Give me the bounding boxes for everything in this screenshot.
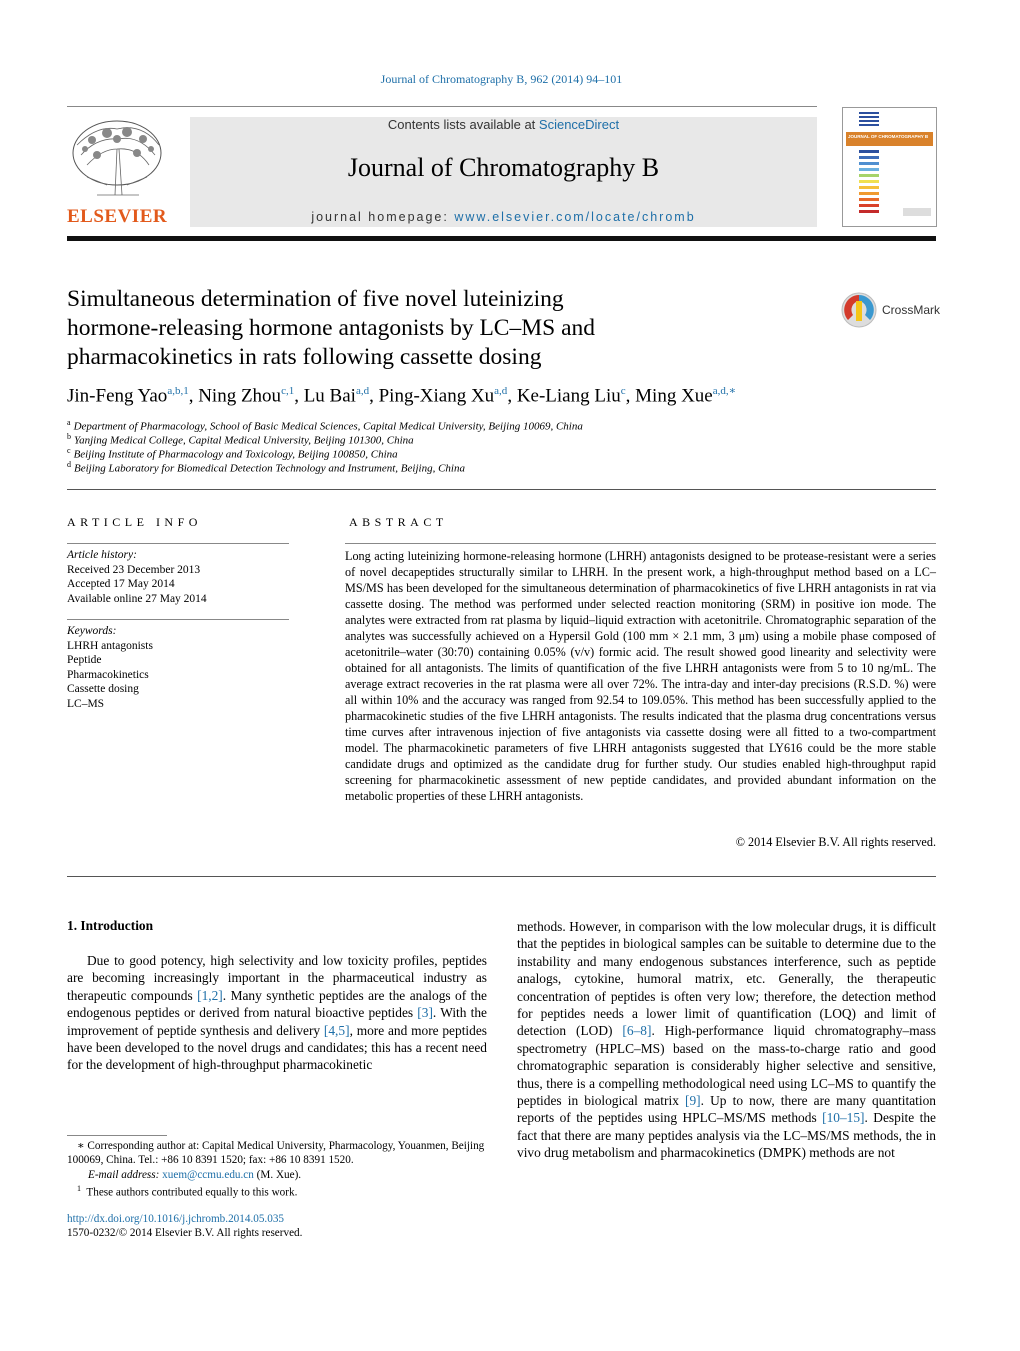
- citation-link[interactable]: [9]: [685, 1093, 701, 1109]
- journal-homepage: journal homepage: www.elsevier.com/locate/chromb: [311, 210, 696, 224]
- author-name: Ning Zhou: [198, 385, 282, 407]
- homepage-link[interactable]: www.elsevier.com/locate/chromb: [454, 210, 696, 224]
- affiliation: $^b$ Yanjing Medical College, Capital Medical University, Beijing 101300, China: [67, 432, 414, 447]
- body-left-column: [67, 952, 487, 1074]
- citation-link[interactable]: [4,5]: [323, 1022, 350, 1038]
- keywords: [67, 624, 289, 711]
- footnote-rule: [67, 1135, 167, 1136]
- paragraph: [517, 918, 936, 1162]
- journal-title: Journal of Chromatography B: [347, 153, 660, 182]
- author-name: Ming Xue: [635, 385, 713, 407]
- abstract-heading: ABSTRACT: [349, 515, 448, 529]
- divider: [67, 619, 289, 620]
- keyword: Peptide: [67, 654, 102, 666]
- body-text: . Up to now, there are many quantitation reports of the peptides using HPLC–MS/MS methods: [517, 1093, 936, 1126]
- doi-link[interactable]: http://dx.doi.org/10.1016/j.jchromb.2014.05.035: [67, 1213, 285, 1225]
- sciencedirect-link[interactable]: ScienceDirect: [538, 117, 620, 132]
- body-text: . High-performance liquid chromatography–mass spectrometry (HPLC–MS) based on the mass-to-charge ratio and good chromatographic separation is considerably higher selective and sensitive, thus, there is a compelling methodological need using LC–MS to quantify the peptides in biological matrix: [517, 1023, 936, 1109]
- email-link[interactable]: xuem@ccmu.edu.cn: [162, 1169, 254, 1181]
- journal-cover-thumbnail[interactable]: [842, 107, 937, 227]
- body-text: . Despite the fact that there are many peptides analysis via the LC–MS/MS methods, the in vivo drug metabolism and pharmacokinetics (DMPK) methods are not: [517, 1110, 936, 1161]
- history-received: Received 23 December 2013: [67, 563, 201, 576]
- journal-citation[interactable]: Journal of Chromatography B, 962 (2014) 94–101: [380, 72, 623, 86]
- body-text: . With the improvement of peptide synthesis and delivery: [67, 1005, 487, 1038]
- author-affiliation-mark[interactable]: c: [620, 385, 626, 397]
- cover-title: JOURNAL OF CHROMATOGRAPHY B: [848, 134, 929, 139]
- body-text: , more and more peptides have been developed to the novel drugs and candidates; this has a recent need for the development of high-throughput pharmacokinetic: [67, 1022, 487, 1073]
- abstract-copyright: © 2014 Elsevier B.V. All rights reserved.: [735, 835, 936, 849]
- keywords-label: Keywords:: [67, 625, 117, 637]
- crossmark-icon: [840, 291, 878, 329]
- article-title: [67, 285, 767, 372]
- keyword: LHRH antagonists: [67, 639, 153, 652]
- divider: [67, 876, 936, 877]
- divider: [67, 489, 936, 490]
- citation-link[interactable]: [1,2]: [197, 987, 223, 1003]
- keyword: LC–MS: [67, 697, 105, 710]
- body-right-column: [517, 918, 936, 1162]
- author-name: Jin-Feng Yao: [67, 385, 168, 407]
- author-affiliation-mark[interactable]: a,b,1: [167, 385, 189, 397]
- history-accepted: Accepted 17 May 2014: [67, 578, 175, 590]
- title-line: Simultaneous determination of five novel luteinizing: [67, 286, 564, 312]
- author-name: Ke-Liang Liu: [516, 385, 621, 407]
- abstract-text: Long acting luteinizing hormone-releasing hormone (LHRH) antagonists designed to be protease-resistant were a series of novel decapeptides structurally similar to LHRH. In the present work, a high-throughput method based on a LC–MS/MS has been developed for the simultaneous determination of pharmacokinetics of five LHRH antagonists in rat via cassette dosing. The method was performed under selected reaction monitoring (SRM) in positive ion mode. The analytes were extracted from rat plasma by liquid–liquid extraction with acetonitrile. Chromatographic separation of the analytes was successfully achieved on a Hypersil Gold (100 mm × 2.1 mm, 3 μm) using a mobile phase composed of acetonitrile–water (30:70) containing 0.05% (v/v) formic acid. The result showed good linearity and selectivity were obtained for all antagonists. The limits of quantification of the five LHRH antagonists were from 5 to 10 ng/mL. The average extract recoveries in the rat plasma were all over 72%. The intra-day and inter-day precisions (R.S.D. %) were all within 10% and the accuracy was ranged from 92.54 to 109.05%. This method has been successfully applied to the pharmacokinetic studies of the five LHRH antagonists. The results indicated that the plasma drug concentrations versus time curves after intravenous injection of five antagonists via cassette dosing were all fitted to a two-compartment model. The pharmacokinetic parameters of five LHRH antagonists suggested that LY616 could be the more stable candidate drugs and optimized as the candidate drug for further study. Our studies enabled high-throughput rapid screening for pharmacokinetic assessment of new peptide candidates, and provided abundant information on the metabolic properties of these LHRH antagonists.: [345, 549, 936, 803]
- header-rule: [67, 106, 817, 107]
- affiliation: $^d$ Beijing Laboratory for Biomedical Detection Technology and Instrument, Beijing, China: [67, 460, 465, 475]
- title-line: pharmacokinetics in rats following cassette dosing: [67, 344, 542, 370]
- header-thick-rule: [67, 236, 936, 241]
- citation-link[interactable]: [10–15]: [822, 1110, 865, 1126]
- author-name: Lu Bai: [303, 385, 356, 407]
- author-affiliation-mark[interactable]: a,d: [355, 385, 370, 397]
- elsevier-wordmark: ELSEVIER: [67, 206, 168, 227]
- body-text: . Many synthetic peptides are the analogs of the endogenous peptides or derived from natural bioactive peptides: [67, 987, 487, 1021]
- citation-link[interactable]: [6–8]: [622, 1023, 652, 1039]
- corresponding-author-note: ∗ Corresponding author at: Capital Medical University, Pharmacology, Youanmen, Beijing 100069, China. Tel.: +86 10 8391 1520; fax: +86 10 8391 1520.: [67, 1140, 485, 1167]
- author-affiliation-mark[interactable]: c,1: [281, 385, 295, 397]
- article-info-heading: ARTICLE INFO: [67, 515, 202, 529]
- contents-line: Contents lists available at ScienceDirect: [387, 117, 620, 132]
- author-affiliation-mark[interactable]: a,d,∗: [712, 385, 737, 397]
- keyword: Pharmacokinetics: [67, 668, 149, 681]
- history-label: Article history:: [67, 549, 137, 561]
- paragraph: [67, 952, 487, 1074]
- author-name: Ping-Xiang Xu: [378, 385, 495, 407]
- equal-contribution-note: $^1$ These authors contributed equally to this work.: [77, 1184, 298, 1199]
- divider: [67, 543, 289, 544]
- issn-copyright: 1570-0232/© 2014 Elsevier B.V. All rights reserved.: [67, 1227, 303, 1239]
- email-note: E-mail address: xuem@ccmu.edu.cn (M. Xue).: [88, 1169, 302, 1181]
- divider: [345, 543, 936, 544]
- crossmark-label: CrossMark: [882, 303, 941, 317]
- cover-art: [843, 108, 936, 226]
- affiliation: $^a$ Department of Pharmacology, School of Basic Medical Sciences, Capital Medical University, Beijing 10069, China: [67, 418, 583, 433]
- history-online: Available online 27 May 2014: [67, 592, 207, 605]
- body-text: methods. However, in comparison with the low molecular drugs, it is difficult that the peptides in biological samples can be suitable to determine due to the instability and many endogenous substances interference, such as peptide analogs, cytokine, humoral matrix, etc. Generally, the therapeutic concentration of peptides is often very low; therefore, the detection method for peptides needs a lower limit of quantification (LOQ) and limit of detection (LOD): [517, 919, 936, 1039]
- citation-link[interactable]: [3]: [417, 1005, 433, 1021]
- article-history: [67, 548, 289, 606]
- keyword: Cassette dosing: [67, 683, 139, 695]
- crossmark-badge[interactable]: [840, 291, 940, 329]
- body-text: Due to good potency, high selectivity and low toxicity profiles, peptides are becoming increasingly important in the pharmaceutical industry as therapeutic compounds: [67, 953, 487, 1003]
- elsevier-tree-logo: [67, 115, 167, 207]
- author-list: Jin-Feng Yao$^{a,b,1}$, Ning Zhou$^{c,1}$, Lu Bai$^{a,d}$, Ping-Xiang Xu$^{a,d}$, Ke-Liang Liu$^c$, Ming Xue$^{a,d,∗}$: [67, 385, 737, 407]
- section-heading-introduction: 1. Introduction: [67, 918, 154, 933]
- author-affiliation-mark[interactable]: a,d: [494, 385, 508, 397]
- title-line: hormone-releasing hormone antagonists by LC–MS and: [67, 315, 596, 341]
- affiliation: $^c$ Beijing Institute of Pharmacology and Toxicology, Beijing 100850, China: [67, 446, 398, 461]
